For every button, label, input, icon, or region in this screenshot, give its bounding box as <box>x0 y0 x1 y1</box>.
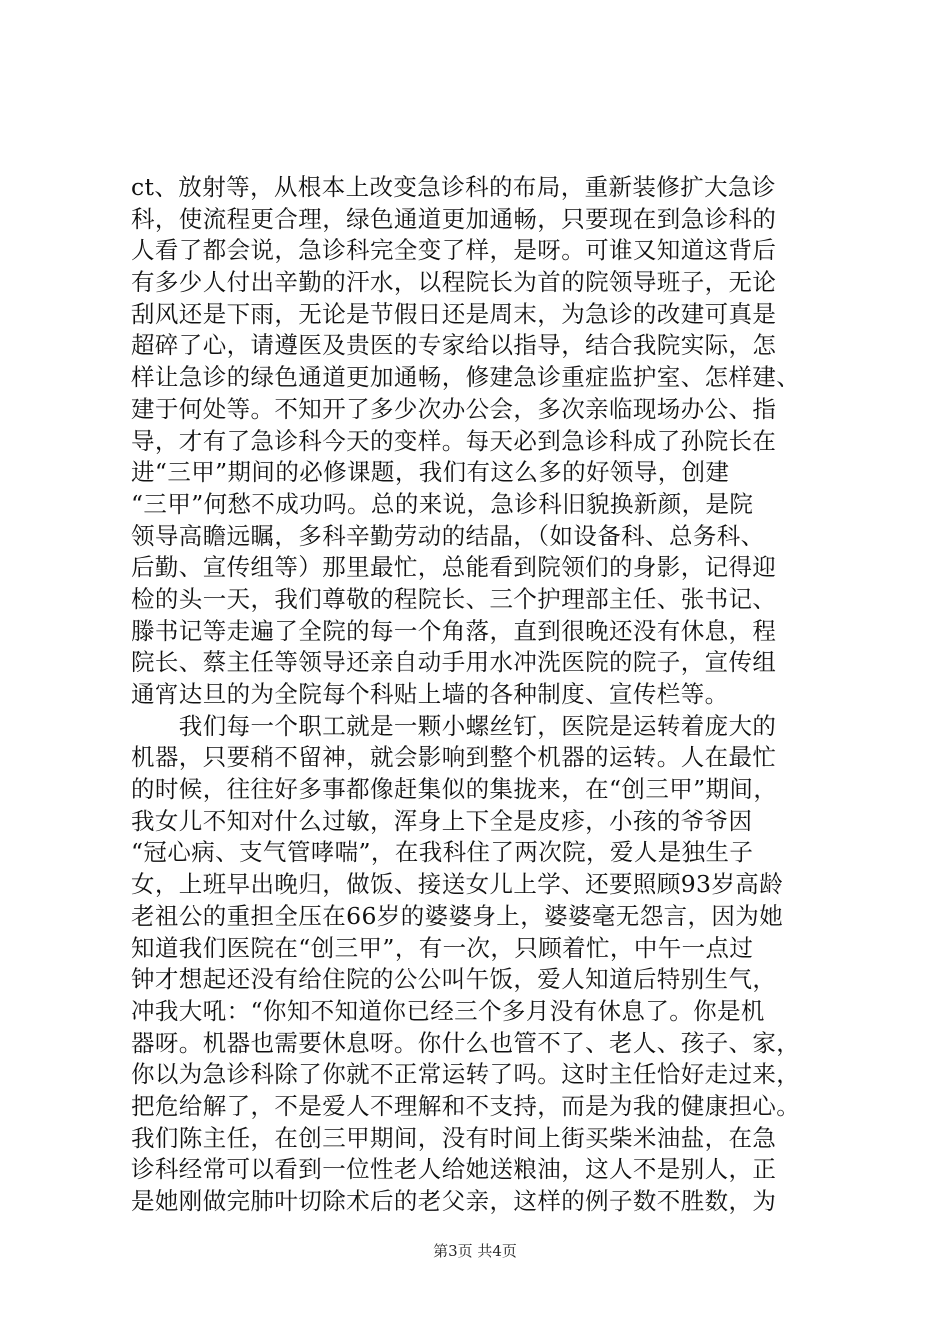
text-line: 领导高瞻远瞩，多科辛勤劳动的结晶，（如设备科、总务科、 <box>131 521 765 550</box>
text-line: 知道我们医院在“创三甲”，有一次，只顾着忙，中午一点过 <box>131 933 754 962</box>
text-line: 是她刚做完肺叶切除术后的老父亲，这样的例子数不胜数，为 <box>131 1187 777 1215</box>
text-line: 冲我大吼：“你知不知道你已经三个多月没有休息了。你是机 <box>131 996 765 1025</box>
text-line: 样让急诊的绿色通道更加通畅，修建急诊重症监护室、怎样建、 <box>131 363 801 392</box>
text-line: 导，才有了急诊科今天的变样。每天必到急诊科成了孙院长在 <box>131 426 777 455</box>
text-line: 你以为急诊科除了你就不正常运转了吗。这时主任恰好走过来， <box>131 1060 801 1089</box>
text-line: 人看了都会说，急诊科完全变了样，是呀。可谁又知道这背后 <box>131 236 777 265</box>
text-line: 科，使流程更合理，绿色通道更加通畅，只要现在到急诊科的 <box>131 204 777 233</box>
text-line: 女，上班早出晚归，做饭、接送女儿上学、还要照顾93岁高龄 <box>131 870 784 899</box>
text-line: 进“三甲”期间的必修课题，我们有这么多的好领导，创建 <box>131 458 730 487</box>
text-line: 通宵达旦的为全院每个科贴上墙的各种制度、宣传栏等。 <box>131 680 729 708</box>
text-line: 超碎了心，请遵医及贵医的专家给以指导，结合我院实际，怎 <box>131 331 777 360</box>
text-line: 滕书记等走遍了全院的每一个角落，直到很晚还没有休息，程 <box>131 616 777 645</box>
text-line: 建于何处等。不知开了多少次办公会，多次亲临现场办公、指 <box>131 394 777 423</box>
body-text <box>131 172 831 1218</box>
text-line: 我们陈主任，在创三甲期间，没有时间上街买柴米油盐，在急 <box>131 1123 777 1152</box>
text-line: 机器，只要稍不留神，就会影响到整个机器的运转。人在最忙 <box>131 743 777 772</box>
text-line: ct、放射等，从根本上改变急诊科的布局，重新装修扩大急诊 <box>131 173 776 201</box>
text-line: 检的头一天，我们尊敬的程院长、三个护理部主任、张书记、 <box>131 584 777 613</box>
text-line: 刮风还是下雨，无论是节假日还是周末，为急诊的改建可真是 <box>131 299 777 328</box>
text-line: 我们每一个职工就是一颗小螺丝钉，医院是运转着庞大的 <box>131 711 777 740</box>
text-line: 的时候，往往好多事都像赶集似的集拢来，在“创三甲”期间， <box>131 775 778 804</box>
text-line: 后勤、宣传组等）那里最忙，总能看到院领们的身影，记得迎 <box>131 553 777 582</box>
text-line: 器呀。机器也需要休息呀。你什么也管不了、老人、孩子、家， <box>131 1028 801 1057</box>
text-line: “冠心病、支气管哮喘”，在我科住了两次院，爱人是独生子 <box>131 838 754 867</box>
text-line: 钟才想起还没有给住院的公公叫午饭，爱人知道后特别生气， <box>131 965 777 994</box>
page-footer: 第3页 共4页 <box>433 1242 517 1260</box>
text-line: 有多少人付出辛勤的汗水，以程院长为首的院领导班子，无论 <box>131 268 777 297</box>
text-line: 老祖公的重担全压在66岁的婆婆身上，婆婆毫无怨言，因为她 <box>131 901 784 930</box>
text-line: 院长、蔡主任等领导还亲自动手用水冲洗医院的院子，宣传组 <box>131 648 777 677</box>
text-line: 把危给解了，不是爱人不理解和不支持，而是为我的健康担心。 <box>131 1091 801 1120</box>
text-line: “三甲”何愁不成功吗。总的来说，急诊科旧貌换新颜，是院 <box>131 489 754 518</box>
text-line: 我女儿不知对什么过敏，浑身上下全是皮疹，小孩的爷爷因 <box>131 806 753 835</box>
text-line: 诊科经常可以看到一位性老人给她送粮油，这人不是别人，正 <box>131 1155 777 1184</box>
